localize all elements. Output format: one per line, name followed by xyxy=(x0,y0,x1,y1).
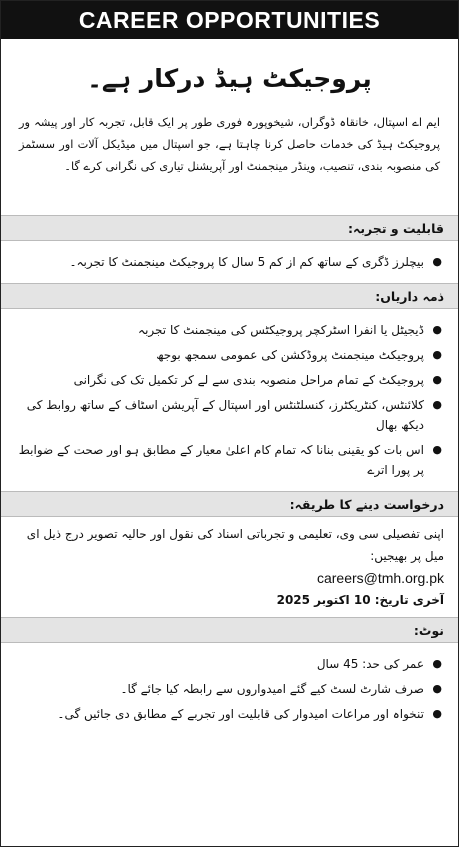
responsibilities-heading: ذمہ داریاں: xyxy=(1,283,458,309)
application-instruction: اپنی تفصیلی سی وی، تعلیمی و تجرباتی اسناد کی نقول اور حالیہ تصویر درج ذیل ای میل پر بھیجیں: xyxy=(26,527,444,563)
notes-list xyxy=(1,643,458,735)
list-item: ● پروجیکٹ کے تمام مراحل منصوبہ بندی سے لے کر تکمیل تک کی نگرانی xyxy=(15,370,442,390)
list-item: ● بیچلرز ڈگری کے ساتھ کم از کم 5 سال کا پروجیکٹ مینجمنٹ کا تجربہ۔ xyxy=(15,252,442,272)
intro-paragraph: ایم اے اسپتال، خانقاہ ڈوگراں، شیخوپورہ فوری طور پر ایک قابل، تجربہ کار اور پیشہ ور پروجیکٹ ہیڈ کی خدمات حاصل کرنا چاہتا ہے، جو اسپتال میں میڈیکل آلات اور سسٹمز کی منصوبہ بندی، تنصیب، وینڈر مینجمنٹ اور آپریشنل تیاری کی نگرانی کرے گا۔ xyxy=(19,115,440,173)
qualification-heading: قابلیت و تجربہ: xyxy=(1,215,458,241)
qualification-list xyxy=(1,241,458,283)
application-heading: درخواست دینے کا طریقہ: xyxy=(1,491,458,517)
list-item: ● ڈیجیٹل یا انفرا اسٹرکچر پروجیکٹس کی مینجمنٹ کا تجربہ xyxy=(15,320,442,340)
list-item: ● پروجیکٹ مینجمنٹ پروڈکشن کی عمومی سمجھ بوجھ xyxy=(15,345,442,365)
application-block xyxy=(1,517,458,617)
list-item: ● تنخواہ اور مراعات امیدوار کی قابلیت اور تجربے کے مطابق دی جائیں گی۔ xyxy=(15,704,442,724)
banner-title: CAREER OPPORTUNITIES xyxy=(1,1,458,39)
list-item: ● صرف شارٹ لسٹ کیے گئے امیدواروں سے رابطہ کیا جائے گا۔ xyxy=(15,679,442,699)
email-link[interactable]: careers@tmh.org.pk xyxy=(316,570,444,586)
list-item: ● اس بات کو یقینی بنانا کہ تمام کام اعلیٰ معیار کے مطابق ہو اور صحت کے ضوابط پر پورا اترے xyxy=(15,440,442,480)
list-item: ● کلائنٹس، کنٹریکٹرز، کنسلٹنٹس اور اسپتال کے آپریشن اسٹاف کے ساتھ روابط کی دیکھ بھال xyxy=(15,395,442,435)
notes-heading: نوٹ: xyxy=(1,617,458,643)
deadline: آخری تاریخ: 10 اکتوبر 2025 xyxy=(276,593,444,607)
responsibilities-list xyxy=(1,309,458,491)
list-item: ● عمر کی حد: 45 سال xyxy=(15,654,442,674)
headline: پروجیکٹ ہیڈ درکار ہے۔ xyxy=(87,64,372,93)
